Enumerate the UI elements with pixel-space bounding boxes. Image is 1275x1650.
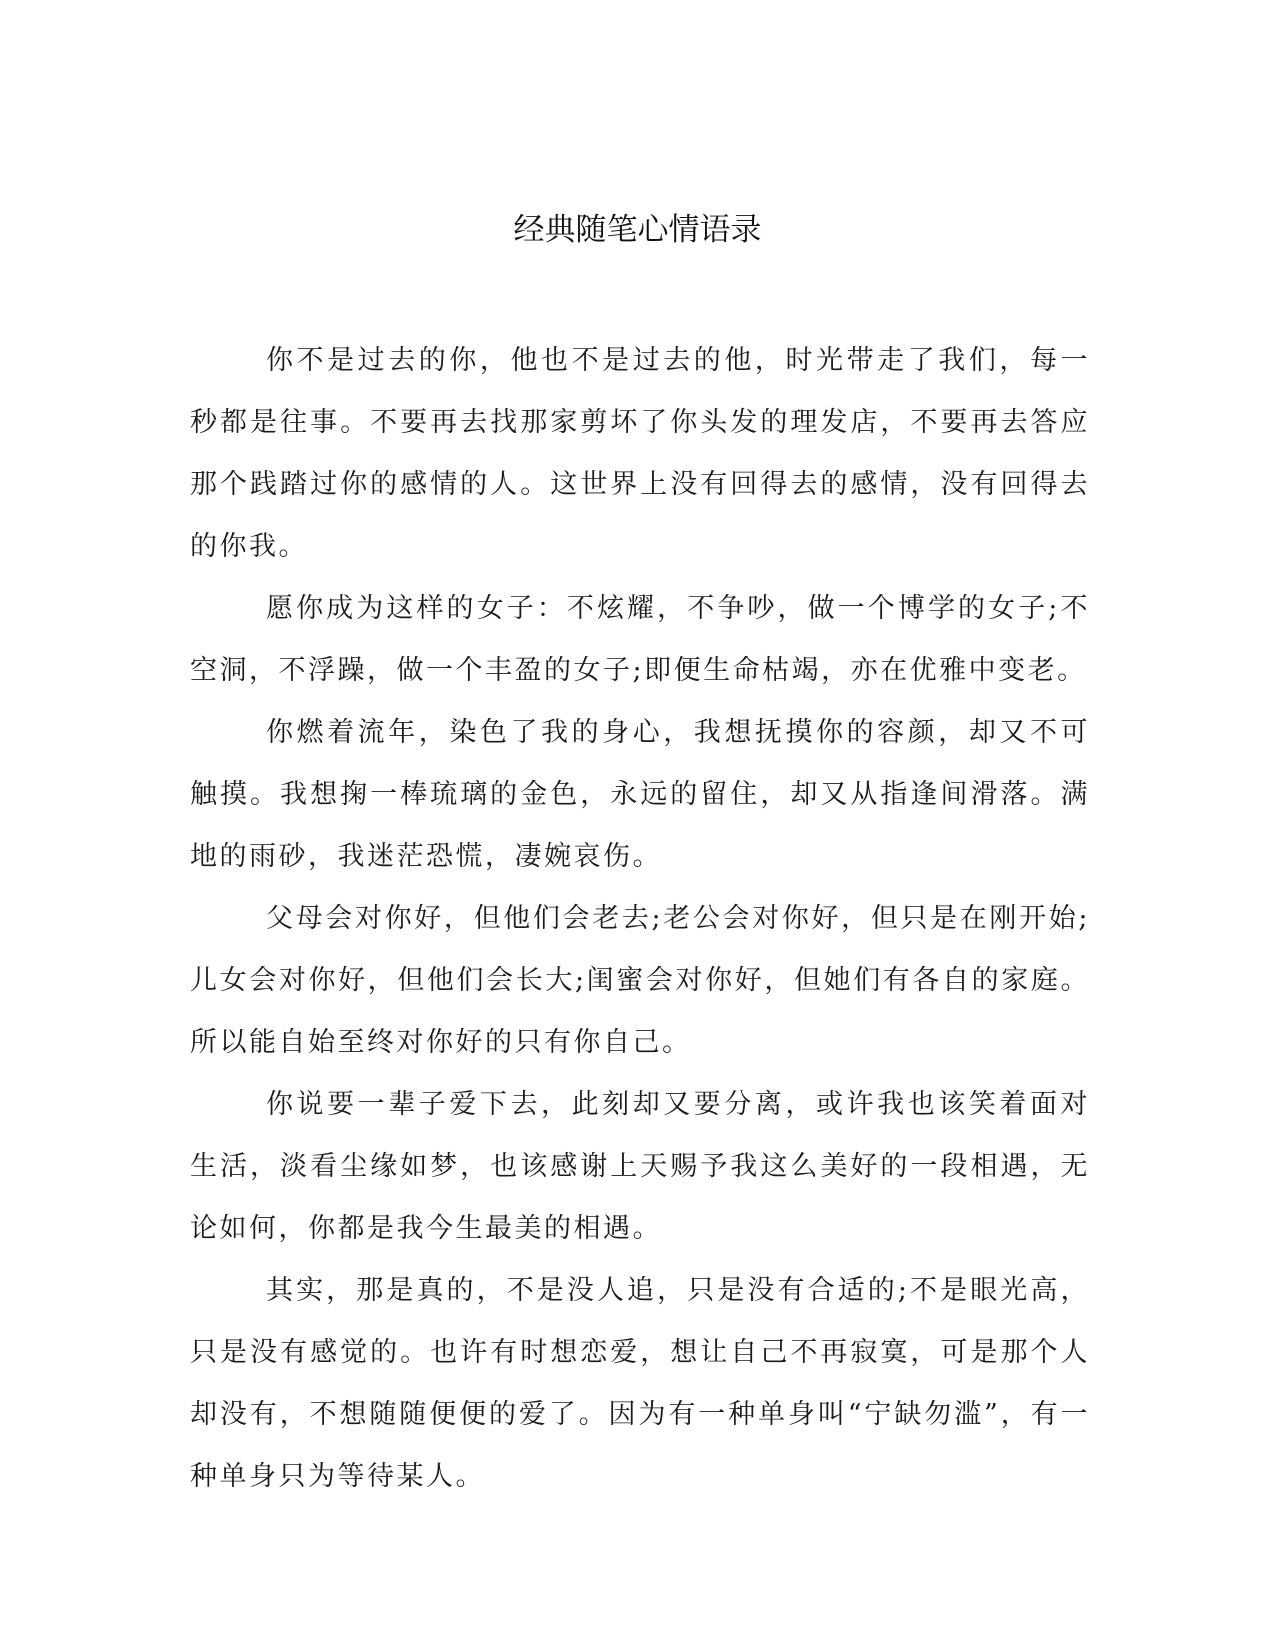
paragraph: 你燃着流年，染色了我的身心，我想抚摸你的容颜，却又不可触摸。我想掬一棒琉璃的金色，永远的留住，却又从指逢间滑落。满地的雨砂，我迷茫恐慌，凄婉哀伤。 — [190, 717, 1090, 872]
paragraph: 父母会对你好，但他们会老去;老公会对你好，但只是在刚开始;儿女会对你好，但他们会长大;闺蜜会对你好，但她们有各自的家庭。所以能自始至终对你好的只有你自己。 — [190, 903, 1090, 1058]
paragraph: 你不是过去的你，他也不是过去的他，时光带走了我们，每一秒都是往事。不要再去找那家剪坏了你头发的理发店，不要再去答应那个践踏过你的感情的人。这世界上没有回得去的感情，没有回得去的你我。 — [190, 345, 1090, 562]
paragraph: 你说要一辈子爱下去，此刻却又要分离，或许我也该笑着面对生活，淡看尘缘如梦，也该感谢上天赐予我这么美好的一段相遇，无论如何，你都是我今生最美的相遇。 — [190, 1089, 1090, 1244]
document-body — [190, 330, 1090, 1508]
document-title: 经典随笔心情语录 — [513, 212, 762, 248]
paragraph: 其实，那是真的，不是没人追，只是没有合适的;不是眼光高，只是没有感觉的。也许有时想恋爱，想让自己不再寂寞，可是那个人却没有，不想随随便便的爱了。因为有一种单身叫“宁缺勿滥”，有一种单身只为等待某人。 — [190, 1275, 1090, 1492]
paragraph: 愿你成为这样的女子：不炫耀，不争吵，做一个博学的女子;不空洞，不浮躁，做一个丰盈的女子;即便生命枯竭，亦在优雅中变老。 — [190, 593, 1090, 686]
